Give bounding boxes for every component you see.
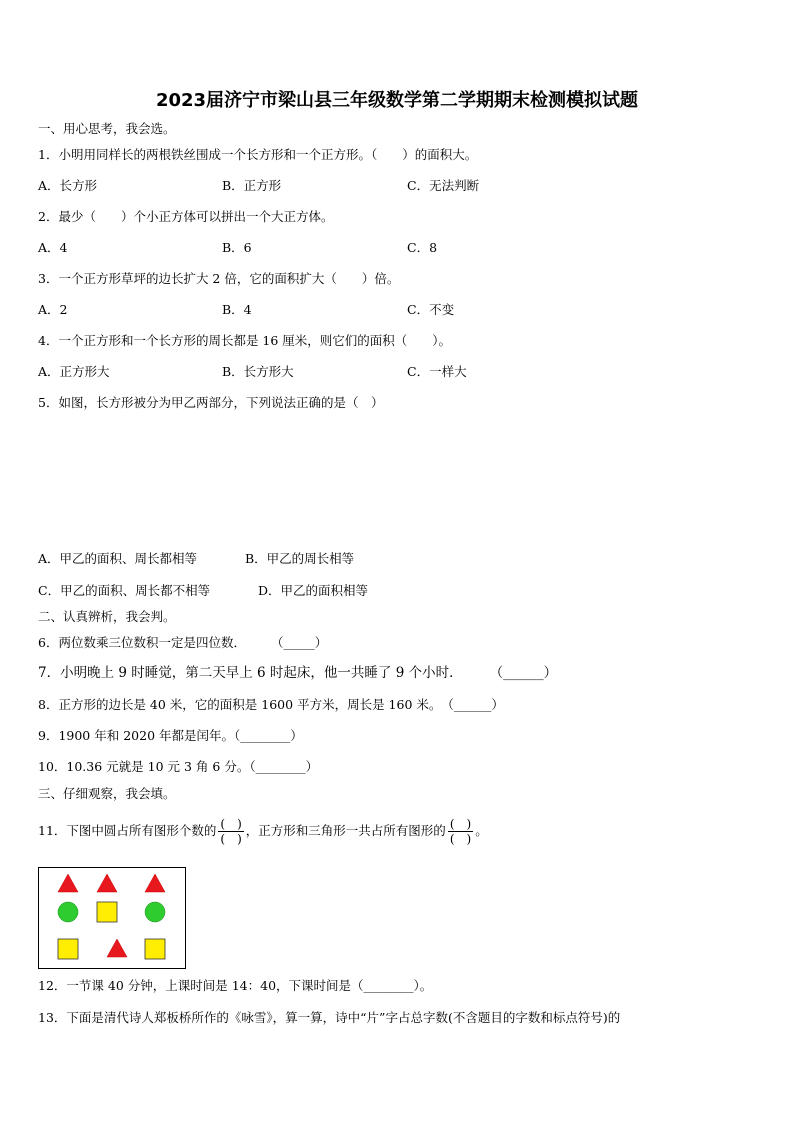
question-12: 12．一节课 40 分钟，上课时间是 14：40，下课时间是（________）。 [38, 978, 433, 993]
q2-option-b: B．6 [222, 240, 252, 255]
yellow-square-1 [97, 902, 117, 922]
q11-text-part3: 。 [475, 823, 488, 838]
section-heading-2: 二、认真辨析，我会判。 [38, 609, 176, 624]
q3-option-a: A．2 [38, 302, 68, 317]
question-11 [38, 814, 488, 848]
section-heading-3: 三、仔细观察，我会填。 [38, 786, 176, 801]
q11-text-part1: 11．下图中圆占所有图形个数的 [38, 823, 217, 838]
question-9: 9．1900 年和 2020 年都是闰年。（________） [38, 728, 303, 743]
q11-text-part2: ，正方形和三角形一共占所有图形的 [245, 823, 446, 838]
q4-option-b: B．长方形大 [222, 364, 294, 379]
q4-option-a: A．正方形大 [38, 364, 110, 379]
q3-option-b: B．4 [222, 302, 252, 317]
q1-option-a: A．长方形 [38, 178, 98, 193]
q3-option-c: C．不变 [407, 302, 455, 317]
question-8: 8．正方形的边长是 40 米，它的面积是 1600 平方米，周长是 160 米。 （______） [38, 697, 504, 712]
yellow-square-2 [58, 939, 78, 959]
q5-option-d: D．甲乙的面积相等 [258, 583, 369, 598]
page-title: 2023届济宁市梁山县三年级数学第二学期期末检测模拟试题 [155, 90, 639, 111]
yellow-square-3 [145, 939, 165, 959]
q11-blank-denominator-2: ( ) [449, 832, 472, 846]
question-4: 4．一个正方形和一个长方形的周长都是 16 厘米，则它们的面积（ ）。 [38, 333, 452, 348]
q11-blank-numerator-1: ( ) [220, 817, 242, 831]
shapes-figure [38, 867, 186, 969]
q4-option-c: C．一样大 [407, 364, 467, 379]
q1-option-c: C．无法判断 [407, 178, 480, 193]
question-1: 1．小明用同样长的两根铁丝围成一个长方形和一个正方形。（ ）的面积大。 [38, 147, 478, 162]
question-2: 2．最少（ ）个小正方体可以拼出一个大正方体。 [38, 209, 334, 224]
q2-option-c: C．8 [407, 240, 438, 255]
q11-fraction-circles [218, 817, 243, 846]
question-5: 5．如图，长方形被分为甲乙两部分，下列说法正确的是（ ） [38, 395, 384, 410]
green-circle-2 [145, 902, 165, 922]
q1-option-b: B．正方形 [222, 178, 282, 193]
q5-option-c: C．甲乙的面积、周长都不相等 [38, 583, 211, 598]
q2-option-a: A．4 [38, 240, 68, 255]
red-triangle-3 [145, 874, 165, 892]
q5-option-a: A．甲乙的面积、周长都相等 [38, 551, 198, 566]
q11-fraction-squares-triangles [448, 817, 473, 846]
q11-blank-denominator-1: ( ) [220, 832, 242, 846]
question-6: 6．两位数乘三位数积一定是四位数． （_____） [38, 635, 328, 650]
green-circle-1 [58, 902, 78, 922]
red-triangle-2 [97, 874, 117, 892]
red-triangle-4 [107, 939, 127, 957]
section-heading-1: 一、用心思考，我会选。 [38, 121, 176, 136]
question-3: 3．一个正方形草坪的边长扩大 2 倍，它的面积扩大（ ）倍。 [38, 271, 400, 286]
red-triangle-1 [58, 874, 78, 892]
shapes-svg [39, 868, 185, 968]
q5-option-b: B．甲乙的周长相等 [245, 551, 355, 566]
question-7: 7．小明晚上 9 时睡觉，第二天早上 6 时起床，他一共睡了 9 个小时． （______） [38, 665, 558, 681]
question-10: 10．10.36 元就是 10 元 3 角 6 分。（________） [38, 759, 319, 774]
q11-blank-numerator-2: ( ) [449, 817, 472, 831]
question-13: 13．下面是清代诗人郑板桥所作的《咏雪》，算一算，诗中“片”字占总字数(不含题目的字数和标点符号)的 [38, 1010, 621, 1025]
